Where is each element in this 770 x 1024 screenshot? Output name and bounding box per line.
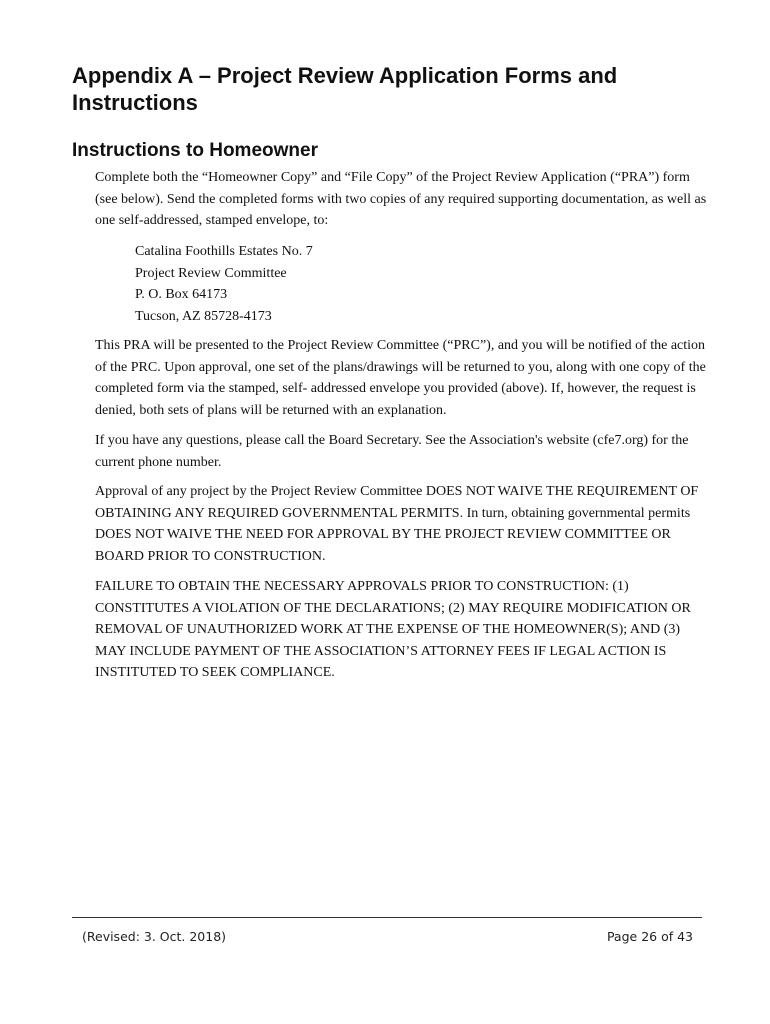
address-line: Tucson, AZ 85728-4173	[135, 308, 272, 324]
page-number: Page 26 of 43	[606, 929, 693, 944]
failure-warning-paragraph: FAILURE TO OBTAIN THE NECESSARY APPROVALS PRIOR TO CONSTRUCTION: (1) CONSTITUTES A VIOLATION OF THE DECLARATIONS; (2) MAY REQUIRE MODIFICATION OR REMOVAL OF UNAUTHORIZED WORK AT THE EXPENSE OF THE HOMEOWNER(S); AND (3) MAY INCLUDE PAYMENT OF THE ASSOCIATION’S ATTORNEY FEES IF LEGAL ACTION IS INSTITUTED TO SEEK COMPLIANCE.	[95, 579, 691, 680]
page-title: Appendix A – Project Review Application Forms and Instructions	[72, 63, 618, 115]
address-line: P. O. Box 64173	[135, 287, 228, 302]
revision-date: (Revised: 3. Oct. 2018)	[82, 929, 227, 944]
review-process-paragraph: This PRA will be presented to the Project Review Committee (“PRC”), and you will be notified of the action of the PRC. Upon approval, one set of the plans/drawings will be returned to you, along with one copy of the completed form via the stamped, self- addressed envelope you provided (above). If, however, the request is denied, both sets of plans will be returned with an explanation.	[95, 338, 706, 418]
permits-paragraph: Approval of any project by the Project Review Committee DOES NOT WAIVE THE REQUIREMENT OF OBTAINING ANY REQUIRED GOVERNMENTAL PERMITS. In turn, obtaining governmental permits DOES NOT WAIVE THE NEED FOR APPROVAL BY THE PROJECT REVIEW COMMITTEE OR BOARD PRIOR TO CONSTRUCTION.	[95, 484, 699, 564]
address-line: Project Review Committee	[135, 265, 287, 281]
address-line: Catalina Foothills Estates No. 7	[135, 244, 313, 259]
instructions-paragraph: Complete both the “Homeowner Copy” and “File Copy” of the Project Review Application (“PRA”) form (see below). Send the completed forms with two copies of any required supporting documentation, as well as one self-addressed, stamped envelope, to:	[95, 170, 707, 228]
section-heading: Instructions to Homeowner	[72, 140, 318, 161]
questions-paragraph: If you have any questions, please call the Board Secretary. See the Association's website (cfe7.org) for the current phone number.	[95, 433, 689, 470]
mailing-address	[135, 241, 313, 327]
footer-divider	[72, 917, 702, 918]
